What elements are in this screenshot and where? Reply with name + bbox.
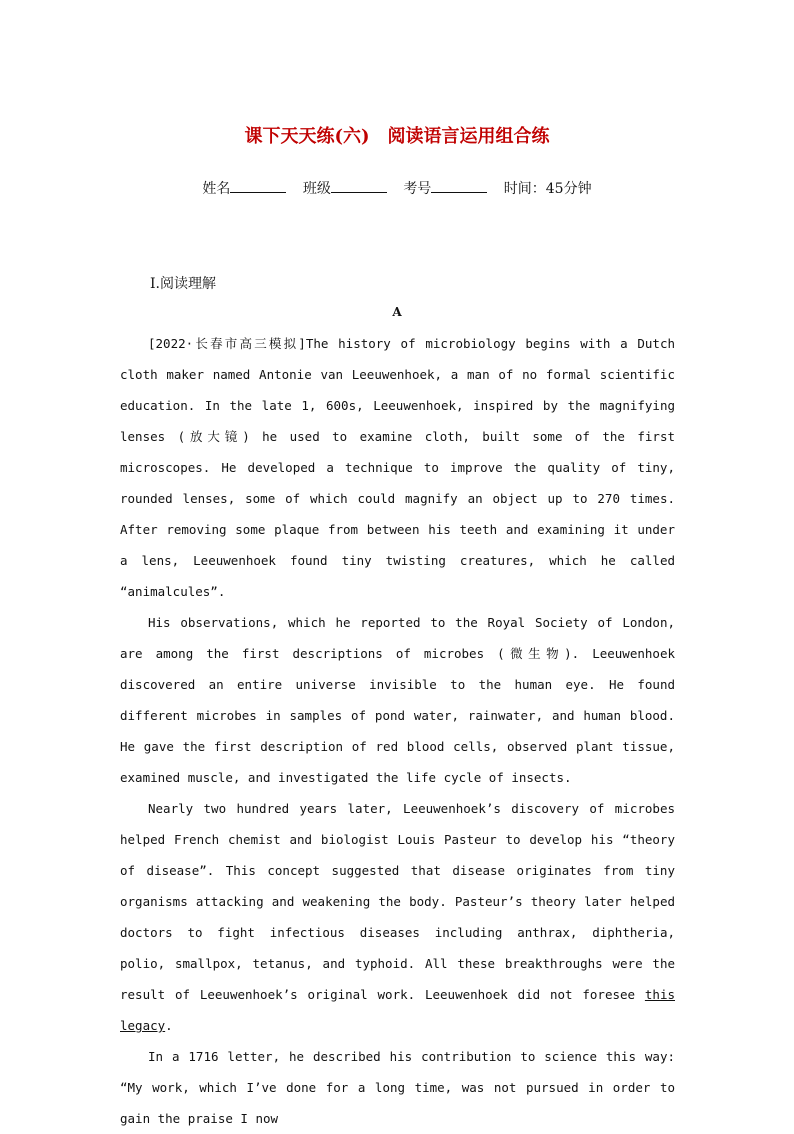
- passage-body: [120, 328, 675, 1134]
- class-blank[interactable]: [331, 180, 387, 193]
- id-label: 考号: [403, 181, 432, 197]
- name-blank[interactable]: [230, 180, 286, 193]
- paragraph-3-end: .: [165, 1018, 173, 1033]
- paragraph-2: His observations, which he reported to the Royal Society of London, are among the first descriptions of microbes (微生物). Leeuwenhoek discovered an entire universe invisible to the human eye. He found different microbes in samples of pond water, rainwater, and human blood. He gave the first description of red blood cells, observed plant tissue, examined muscle, and investigated the life cycle of insects.: [120, 615, 675, 785]
- paragraph-3-text: Nearly two hundred years later, Leeuwenhoek’s discovery of microbes helped French chemist and biologist Louis Pasteur to develop his “theory of disease”. This concept suggested that disease originates from tiny organisms attacking and weakening the body. Pasteur’s theory later helped doctors to fight infectious diseases including anthrax, diphtheria, polio, smallpox, tetanus, and typhoid. All these breakthroughs were the result of Leeuwenhoek’s original work. Leeuwenhoek did not foresee: [120, 801, 675, 1002]
- name-label: 姓名: [202, 181, 231, 197]
- passage-letter: A: [392, 305, 402, 319]
- name-field: [202, 178, 286, 198]
- time-field: 时间：45分钟: [503, 181, 592, 197]
- underlined-phrase: this legacy: [120, 987, 675, 1033]
- id-field: [403, 178, 487, 198]
- section-heading: Ⅰ.阅读理解: [150, 276, 216, 292]
- paragraph-4: In a 1716 letter, he described his contribution to science this way: “My work, which I’ve done for a long time, was not pursued in order to gain the praise I now: [120, 1049, 675, 1126]
- paragraph-1: [2022·长春市高三模拟]The history of microbiology begins with a Dutch cloth maker named Antonie van Leeuwenhoek, a man of no formal scientific education. In the late 1, 600s, Leeuwenhoek, inspired by the magnifying lenses (放大镜) he used to examine cloth, built some of the first microscopes. He developed a technique to improve the quality of tiny, rounded lenses, some of which could magnify an object up to 270 times. After removing some plaque from between his teeth and examining it under a lens, Leeuwenhoek found tiny twisting creatures, which he called “animalcules”.: [120, 336, 675, 599]
- class-label: 班级: [302, 181, 331, 197]
- class-field: [303, 178, 387, 198]
- page-title: 课下天天练(六) 阅读语言运用组合练: [244, 126, 550, 147]
- id-blank[interactable]: [431, 180, 487, 193]
- student-info-line: [0, 178, 794, 198]
- paragraph-3: [120, 793, 675, 1041]
